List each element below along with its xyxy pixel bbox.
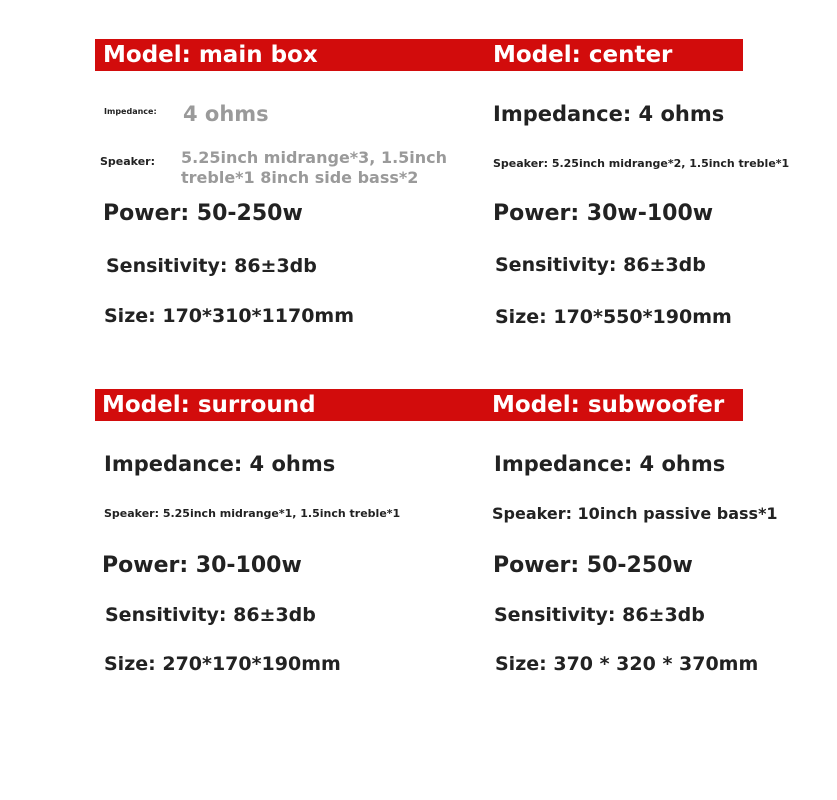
- main-box-speaker-value-line1: 5.25inch midrange*3, 1.5inch: [181, 148, 448, 167]
- center-title: Model: center: [493, 42, 673, 68]
- surround-speaker: Speaker: 5.25inch midrange*1, 1.5inch treble*1: [104, 507, 401, 520]
- header-bar-bottom: [95, 389, 743, 421]
- subwoofer-sensitivity: Sensitivity: 86±3db: [494, 604, 705, 626]
- subwoofer-size: Size: 370 * 320 * 370mm: [495, 653, 759, 675]
- main-box-size: Size: 170*310*1170mm: [104, 305, 355, 327]
- center-size: Size: 170*550*190mm: [495, 306, 732, 328]
- center-sensitivity: Sensitivity: 86±3db: [495, 254, 706, 276]
- center-speaker: Speaker: 5.25inch midrange*2, 1.5inch treble*1: [493, 157, 790, 170]
- main-box-impedance-label: Impedance:: [104, 107, 157, 116]
- header-bar-top: [95, 39, 743, 71]
- surround-size: Size: 270*170*190mm: [104, 653, 341, 675]
- main-box-sensitivity: Sensitivity: 86±3db: [106, 255, 317, 277]
- main-box-speaker-value-line2: treble*1 8inch side bass*2: [181, 168, 419, 187]
- surround-title: Model: surround: [102, 392, 316, 418]
- subwoofer-impedance: Impedance: 4 ohms: [494, 452, 726, 476]
- subwoofer-power: Power: 50-250w: [493, 553, 693, 578]
- surround-impedance: Impedance: 4 ohms: [104, 452, 336, 476]
- main-box-title: Model: main box: [103, 42, 318, 68]
- center-impedance: Impedance: 4 ohms: [493, 102, 725, 126]
- main-box-power: Power: 50-250w: [103, 201, 303, 226]
- main-box-impedance-value: 4 ohms: [183, 102, 269, 126]
- surround-sensitivity: Sensitivity: 86±3db: [105, 604, 316, 626]
- surround-power: Power: 30-100w: [102, 553, 302, 578]
- subwoofer-title: Model: subwoofer: [492, 392, 725, 418]
- subwoofer-speaker: Speaker: 10inch passive bass*1: [492, 504, 778, 523]
- main-box-speaker-label: Speaker:: [100, 155, 155, 168]
- center-power: Power: 30w-100w: [493, 201, 714, 226]
